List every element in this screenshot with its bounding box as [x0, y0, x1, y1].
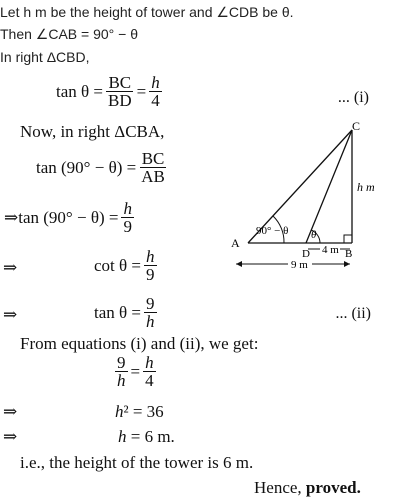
db-length-label: 4 m [322, 244, 339, 256]
equation-7 [115, 402, 164, 422]
ref-i: ... (i) [337, 89, 369, 106]
eq5-den: h [146, 312, 155, 331]
eq1-f2-num: h [151, 73, 160, 92]
equation-5 [94, 295, 160, 330]
eq6-fraction-2 [143, 354, 156, 389]
eq1-f1-den: BD [108, 91, 132, 110]
equation-2 [36, 150, 170, 185]
arrowhead-right [344, 261, 350, 267]
equation-4 [94, 248, 160, 283]
line-dc [306, 130, 352, 243]
implies-arrow: ⇒ [3, 427, 18, 446]
eq1-fraction-1 [106, 74, 134, 109]
eq6-d1: h [117, 371, 126, 390]
implies-arrow: ⇒ [3, 258, 18, 277]
label-b: B [345, 248, 353, 260]
eq3-num: h [123, 199, 132, 218]
ref-ii: ... (ii) [335, 305, 371, 322]
eq2-fraction [139, 150, 167, 185]
eq7-lhs: h [115, 402, 124, 421]
eq5-lhs: tan θ = [94, 302, 141, 322]
intro-line-2: Then ∠CAB = 90° − θ [0, 26, 139, 42]
eq6-equals: = [130, 361, 141, 381]
eq8-rhs: = 6 m. [130, 427, 175, 446]
angle-d-label: θ [311, 229, 317, 241]
eq6-n2: h [145, 353, 154, 372]
eq2-num: BC [141, 149, 165, 168]
eq1-equals: = [136, 81, 147, 101]
eq6-d2: 4 [145, 371, 154, 390]
eq1-f1-num: BC [108, 73, 132, 92]
implies-arrow: ⇒ [3, 305, 18, 324]
eq5-fraction [144, 295, 157, 330]
from-line: From equations (i) and (ii), we get: [20, 334, 259, 353]
equation-6 [112, 354, 159, 389]
label-c: C [352, 119, 361, 133]
implies-arrow: ⇒ [4, 207, 19, 227]
eq4-lhs: cot θ = [94, 255, 141, 275]
ab-length-label: 9 m [291, 259, 308, 271]
eq1-f2-den: 4 [151, 91, 160, 110]
equation-3 [4, 200, 137, 235]
proved-text: proved. [305, 478, 361, 497]
equation-8 [118, 427, 175, 447]
label-a: A [231, 236, 240, 250]
eq4-den: 9 [146, 265, 155, 284]
hence-text: Hence, [254, 478, 302, 497]
eq5-num: 9 [146, 294, 155, 313]
arrowhead-left [236, 261, 242, 267]
eq6-n1: 9 [117, 353, 126, 372]
angle-a-label: 90° − θ [256, 225, 289, 237]
now-line: Now, in right ΔCBA, [20, 122, 165, 141]
eq7-rhs: ² = 36 [123, 402, 164, 421]
eq1-lhs: tan θ = [56, 81, 103, 101]
eq2-den: AB [141, 167, 165, 186]
eq8-lhs: h [118, 427, 127, 446]
intro-line-1: Let h m be the height of tower and ∠CDB be θ. [0, 4, 294, 20]
implies-arrow: ⇒ [3, 402, 18, 421]
height-label: h m [357, 180, 375, 194]
label-d: D [302, 248, 310, 260]
eq4-num: h [146, 247, 155, 266]
eq3-fraction [121, 200, 134, 235]
eq3-den: 9 [123, 217, 132, 236]
eq6-fraction-1 [115, 354, 128, 389]
hence-line [254, 478, 361, 498]
right-angle-marker [344, 235, 352, 243]
eq4-fraction [144, 248, 157, 283]
eq2-lhs: tan (90° − θ) = [36, 157, 137, 177]
eq1-fraction-2 [149, 74, 162, 109]
tower-diagram [222, 118, 402, 278]
conclusion-line: i.e., the height of the tower is 6 m. [20, 453, 254, 472]
intro-line-3: In right ΔCBD, [0, 49, 90, 65]
eq3-lhs: tan (90° − θ) = [18, 207, 119, 227]
equation-1 [56, 74, 165, 109]
